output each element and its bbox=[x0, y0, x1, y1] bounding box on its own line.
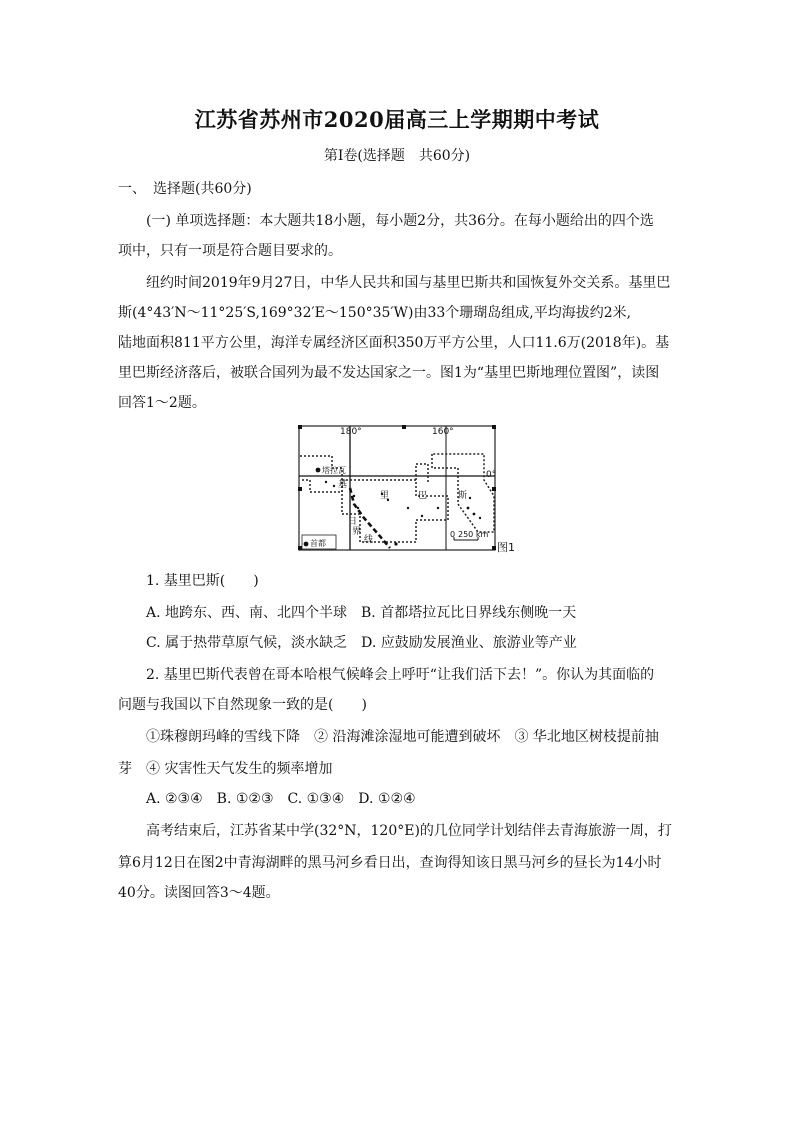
label-lon-180: 180° bbox=[340, 427, 362, 437]
q2-items-line-1: ①珠穆朗玛峰的雪线下降 ② 沿海滩涂湿地可能遭到破坏 ③ 华北地区树枝提前抽 bbox=[146, 729, 659, 745]
label-lon-160: 160° bbox=[432, 427, 454, 437]
scale-zero-label: 0 bbox=[450, 530, 456, 539]
q2-options: A. ②③④ B. ①②③ C. ①③④ D. ①②④ bbox=[146, 791, 416, 807]
q1-stem: 1. 基里巴斯( ) bbox=[146, 573, 259, 589]
q2-items-line-2: 芽 ④ 灾害性天气发生的频率增加 bbox=[118, 761, 333, 777]
label-char-li: 里 bbox=[380, 491, 390, 501]
label-dateline-ri: 日 bbox=[348, 517, 358, 527]
section-subtitle: 第Ⅰ卷(选择题 共60分) bbox=[323, 148, 471, 164]
label-char-si: 斯 bbox=[458, 491, 468, 501]
instruction-line-2: 项中，只有一项是符合题目要求的。 bbox=[118, 243, 342, 259]
map-drawing bbox=[298, 424, 526, 552]
passage1-line-2: 斯(4°43′N～11°25′S,169°32′E～150°35′W)由33个珊瑚岛组成,平均海拔约2米, bbox=[118, 305, 632, 321]
section-heading: 一、 选择题(共60分) bbox=[118, 181, 252, 197]
label-char-ba: 巴 bbox=[418, 491, 428, 501]
scale-km-label: 250 km bbox=[458, 530, 489, 539]
passage2-line-1: 高考结束后，江苏省某中学(32°N，120°E)的几位同学计划结伴去青海旅游一周，打 bbox=[146, 823, 672, 839]
label-char-ji: 基 bbox=[338, 480, 348, 490]
passage1-line-1: 纽约时间2019年9月27日，中华人民共和国与基里巴斯共和国恢复外交关系。基里巴 bbox=[146, 275, 671, 291]
passage2-line-3: 40分。读图回答3～4题。 bbox=[118, 885, 280, 901]
instruction-line-1: (一) 单项选择题：本大题共18小题，每小题2分，共36分。在每小题给出的四个选 bbox=[146, 213, 654, 229]
q1-options-ab: A. 地跨东、西、南、北四个半球 B. 首都塔拉瓦比日界线东侧晚一天 bbox=[146, 605, 577, 621]
kiribati-location-map bbox=[298, 424, 526, 552]
q2-stem-line-1: 2. 基里巴斯代表曾在哥本哈根气候峰会上呼吁“让我们活下去！”。你认为其面临的 bbox=[146, 667, 655, 683]
passage1-line-4: 里巴斯经济落后，被联合国列为最不发达国家之一。图1为“基里巴斯地理位置图”，读图 bbox=[118, 365, 660, 381]
label-lat-0: 0° bbox=[486, 470, 497, 480]
figure-label: 图1 bbox=[497, 541, 515, 554]
legend-capital-label: 首都 bbox=[310, 539, 326, 548]
q2-stem-line-2: 问题与我国以下自然现象一致的是( ) bbox=[118, 697, 367, 713]
label-tarawa: 塔拉瓦 bbox=[322, 466, 346, 475]
passage1-line-5: 回答1～2题。 bbox=[118, 395, 206, 411]
q1-options-cd: C. 属于热带草原气候，淡水缺乏 D. 应鼓励发展渔业、旅游业等产业 bbox=[146, 635, 577, 651]
label-dateline-xian: 线 bbox=[364, 535, 374, 545]
passage2-line-2: 算6月12日在图2中青海湖畔的黑马河乡看日出，查询得知该日黑马河乡的昼长为14小时 bbox=[118, 855, 662, 871]
label-dateline-jie: 界 bbox=[352, 527, 362, 537]
passage1-line-3: 陆地面积811平方公里，海洋专属经济区面积350万平方公里，人口11.6万(2018年)。基 bbox=[118, 335, 670, 351]
page-title: 江苏省苏州市2020届高三上学期期中考试 bbox=[194, 107, 600, 132]
